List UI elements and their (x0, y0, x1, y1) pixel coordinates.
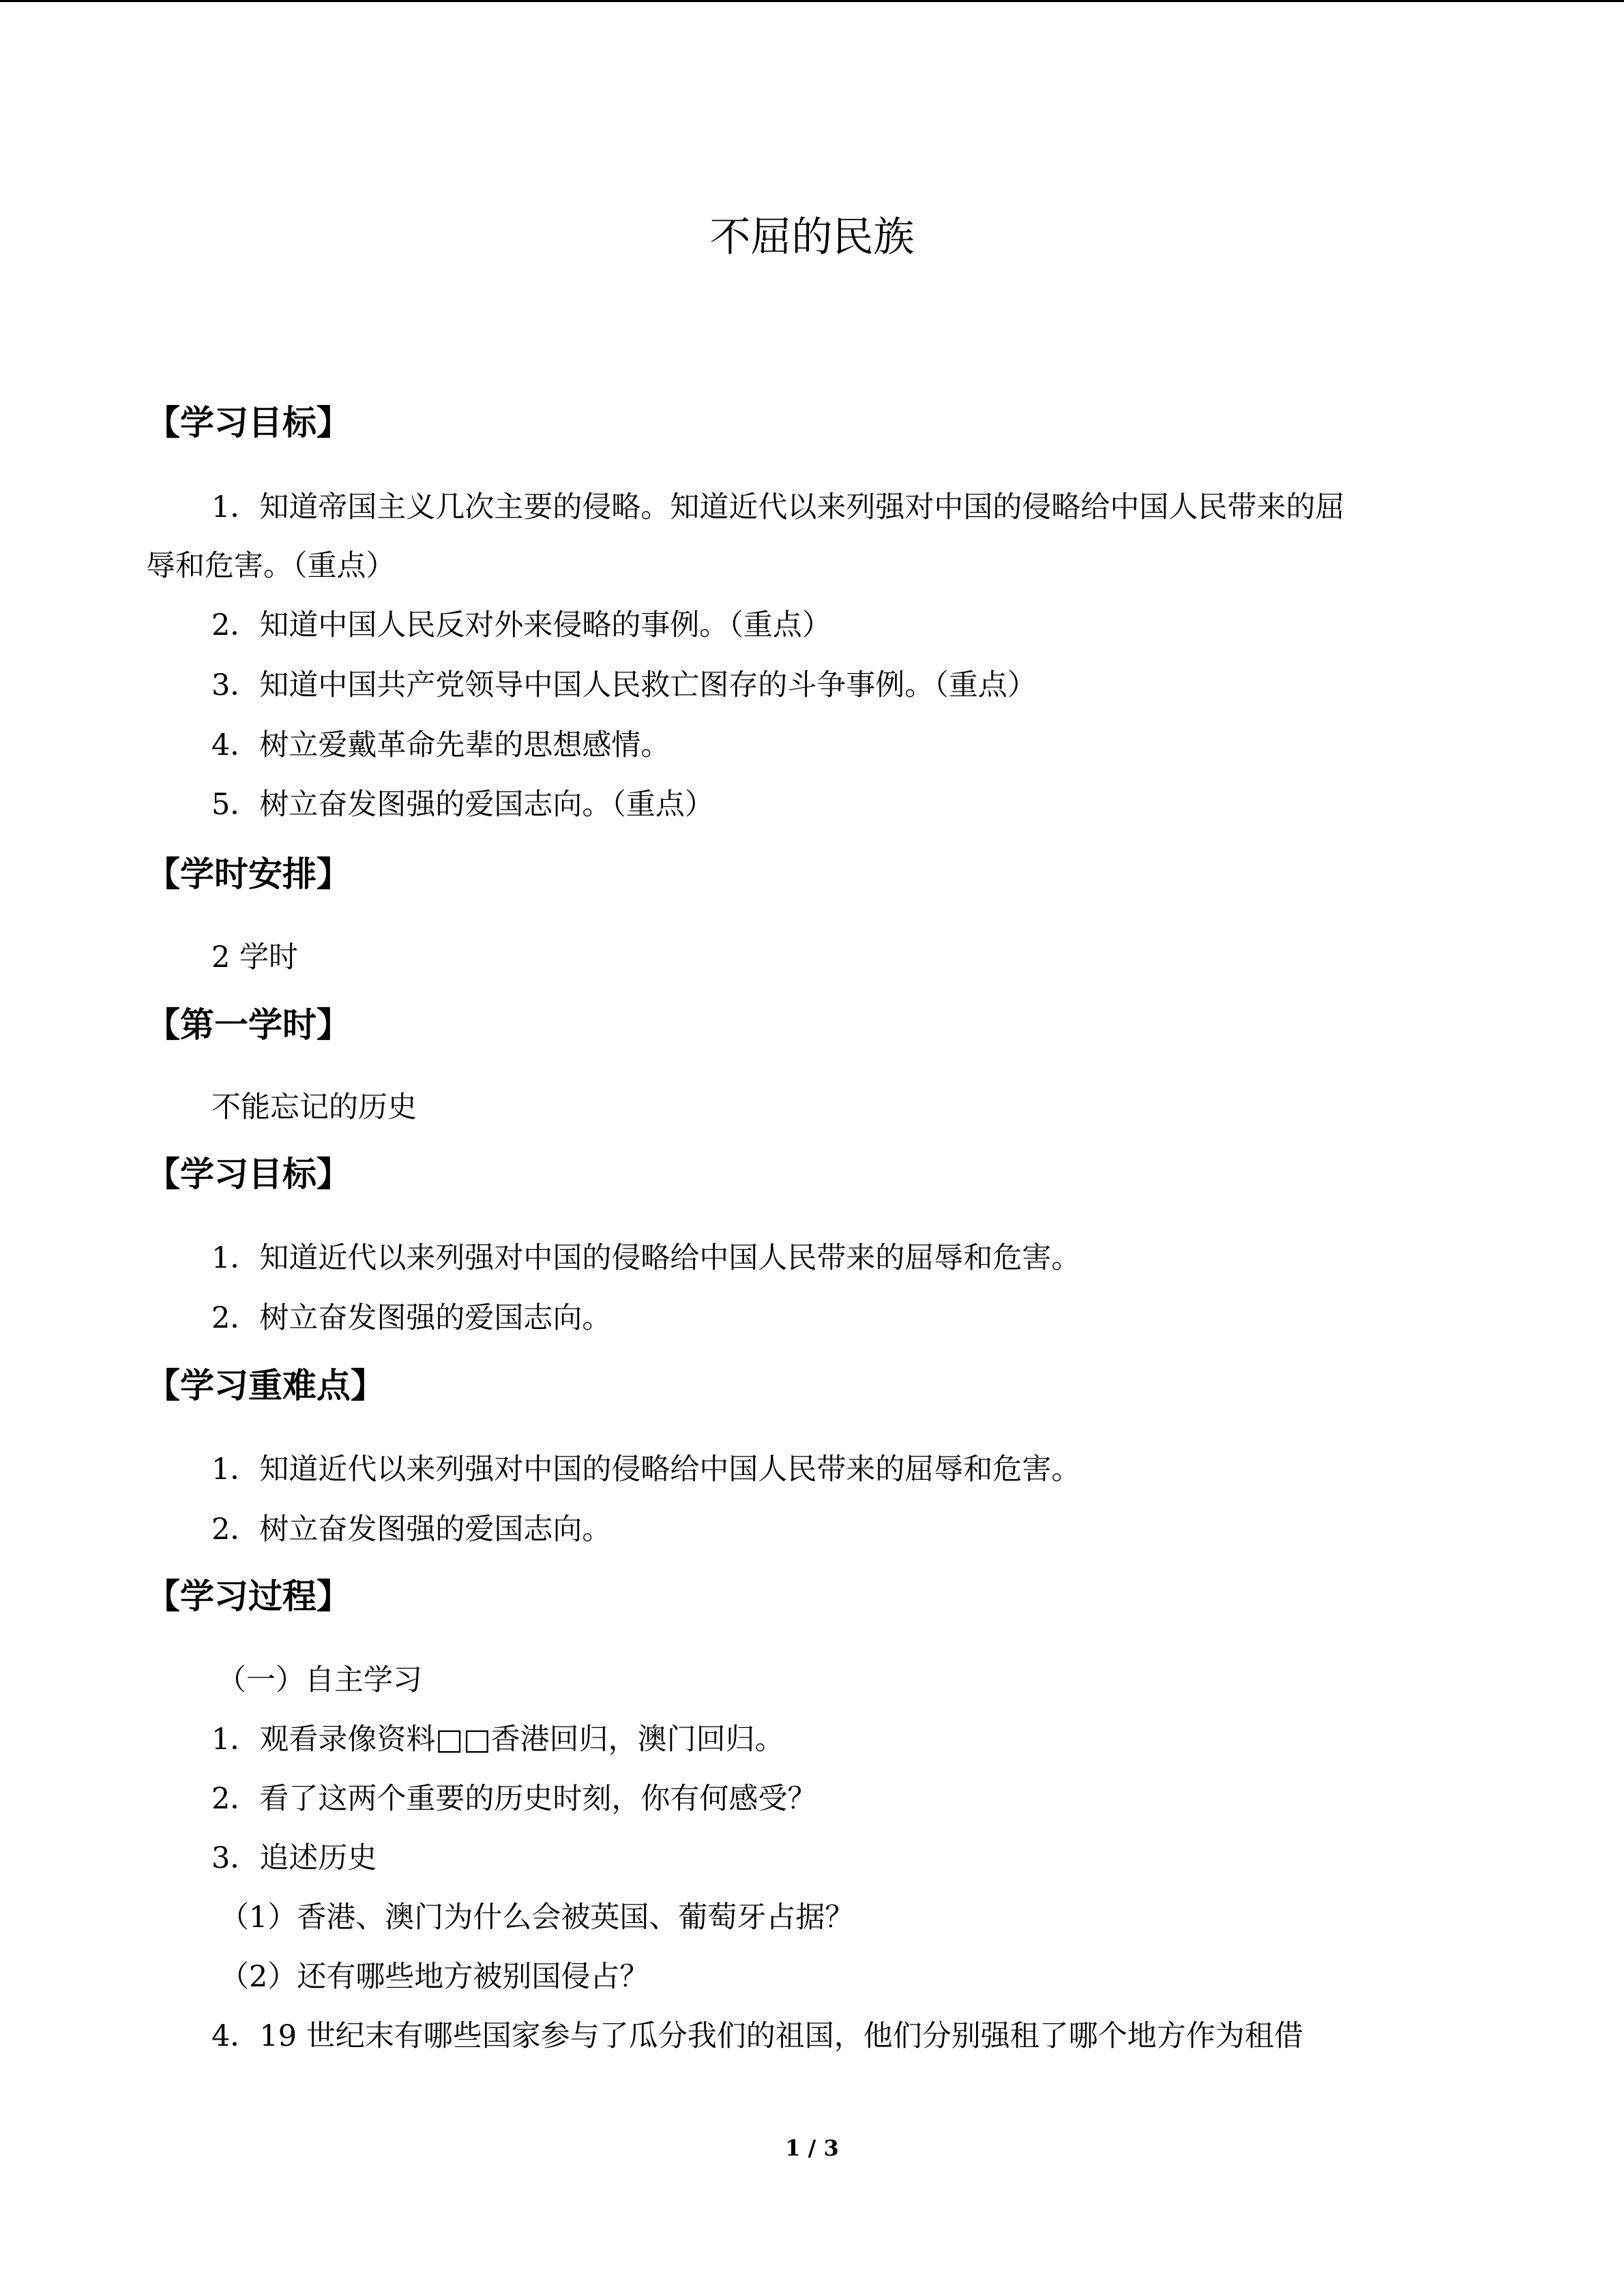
document-title: 不屈的民族 (709, 213, 915, 261)
objective2-item-2: 2．树立奋发图强的爱国志向。 (211, 1301, 612, 1335)
key-point-item-2: 2．树立奋发图强的爱国志向。 (211, 1512, 612, 1547)
key-point-item-1: 1．知道近代以来列强对中国的侵略给中国人民带来的屈辱和危害。 (211, 1452, 1081, 1487)
objective-item-3: 3．知道中国共产党领导中国人民救亡图存的斗争事例。（重点） (211, 668, 1037, 702)
section-heading-schedule: 【学时安排】 (146, 854, 351, 894)
section-heading-key-difficulties: 【学习重难点】 (146, 1366, 385, 1405)
process-item-2: 2．看了这两个重要的历史时刻，你有何感受？ (211, 1782, 817, 1816)
process-subitem-2: （2）还有哪些地方被别国侵占？ (220, 1960, 649, 1994)
objective-item-1: 1．知道帝国主义几次主要的侵略。知道近代以来列强对中国的侵略给中国人民带来的屈 (211, 490, 1345, 524)
objective-item-4: 4．树立爱戴革命先辈的思想感情。 (211, 728, 670, 762)
process-item-3: 3．追述历史 (211, 1841, 377, 1875)
section-heading-learning-objectives: 【学习目标】 (146, 403, 351, 443)
section-heading-learning-process: 【学习过程】 (146, 1577, 351, 1616)
process-item-self-study: （一）自主学习 (217, 1663, 422, 1697)
schedule-text: 2 学时 (211, 940, 299, 974)
section-heading-first-period: 【第一学时】 (146, 1005, 351, 1045)
process-subitem-1: （1）香港、澳门为什么会被英国、葡萄牙占据？ (220, 1900, 855, 1935)
process-item-1: 1．观看录像资料□□香港回归，澳门回归。 (211, 1723, 784, 1757)
section-heading-learning-objectives-2: 【学习目标】 (146, 1154, 351, 1194)
objective-item-2: 2．知道中国人民反对外来侵略的事例。（重点） (211, 608, 831, 642)
objective2-item-1: 1．知道近代以来列强对中国的侵略给中国人民带来的屈辱和危害。 (211, 1241, 1081, 1275)
objective-item-1-continued: 辱和危害。（重点） (146, 549, 396, 583)
page-number: 1 / 3 (785, 2135, 839, 2161)
objective-item-5: 5．树立奋发图强的爱国志向。（重点） (211, 788, 714, 822)
first-period-text: 不能忘记的历史 (211, 1090, 417, 1124)
process-item-4: 4．19 世纪末有哪些国家参与了瓜分我们的祖国，他们分别强租了哪个地方作为租借 (211, 2019, 1303, 2053)
